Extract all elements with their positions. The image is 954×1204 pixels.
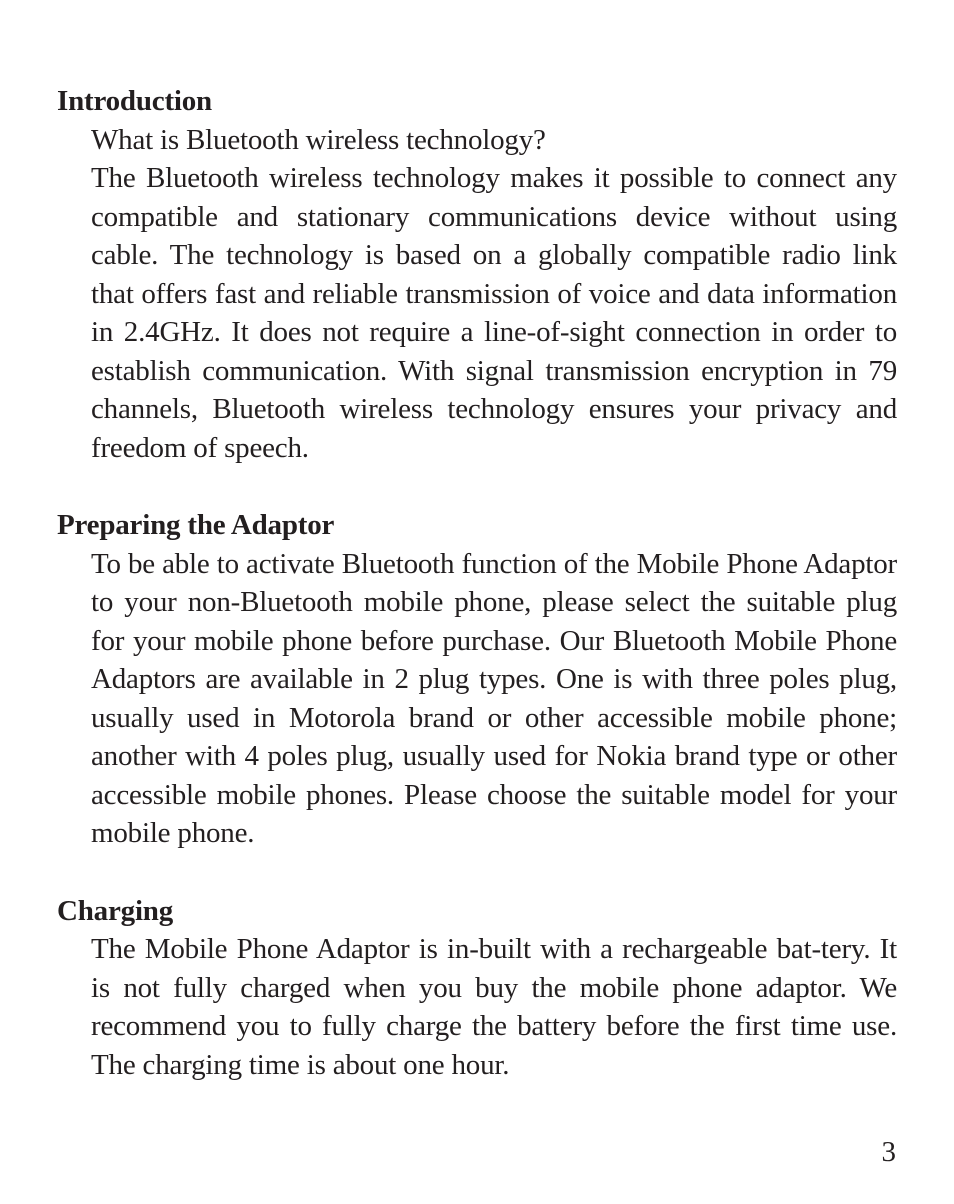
section-introduction (57, 82, 897, 467)
section-heading-introduction: Introduction (57, 85, 212, 117)
intro-question: What is Bluetooth wireless technology? (91, 123, 546, 156)
section-heading-preparing-adaptor: Preparing the Adaptor (57, 509, 335, 541)
section-heading-charging: Charging (57, 894, 174, 927)
intro-paragraph: The Bluetooth wireless technology makes it possible to connect any compatible and stationary communications device without using cable. The technology is based on a globally compatible radio link that offers fast and reliable transmission of voice and data information in 2.4GHz. It does not require a line-of-sight connection in order to establish communication. With signal transmission encryption in 79 channels, Bluetooth wireless technology ensures your privacy and freedom of speech. (91, 162, 897, 464)
preparing-paragraph: To be able to activate Bluetooth function of the Mobile Phone Adaptor to your non-Bluetooth mobile phone, please select the suitable plug for your mobile phone before purchase. Our Bluetooth Mobile Phone Adaptors are available in 2 plug types. One is with three poles plug, usually used in Motorola brand or other accessible mobile phone; another with 4 poles plug, usually used for Nokia brand type or other accessible mobile phones. Please choose the suitable model for your mobile phone. (91, 547, 897, 849)
section-preparing-adaptor (57, 506, 897, 853)
section-charging (57, 892, 897, 1085)
document-page (57, 82, 897, 1123)
charging-paragraph: The Mobile Phone Adaptor is in-built with a rechargeable bat-tery. It is not fully charged when you buy the mobile phone adaptor. We recommend you to fully charge the battery before the first time use. The charging time is about one hour. (91, 933, 897, 1081)
page-number: 3 (881, 1136, 896, 1168)
